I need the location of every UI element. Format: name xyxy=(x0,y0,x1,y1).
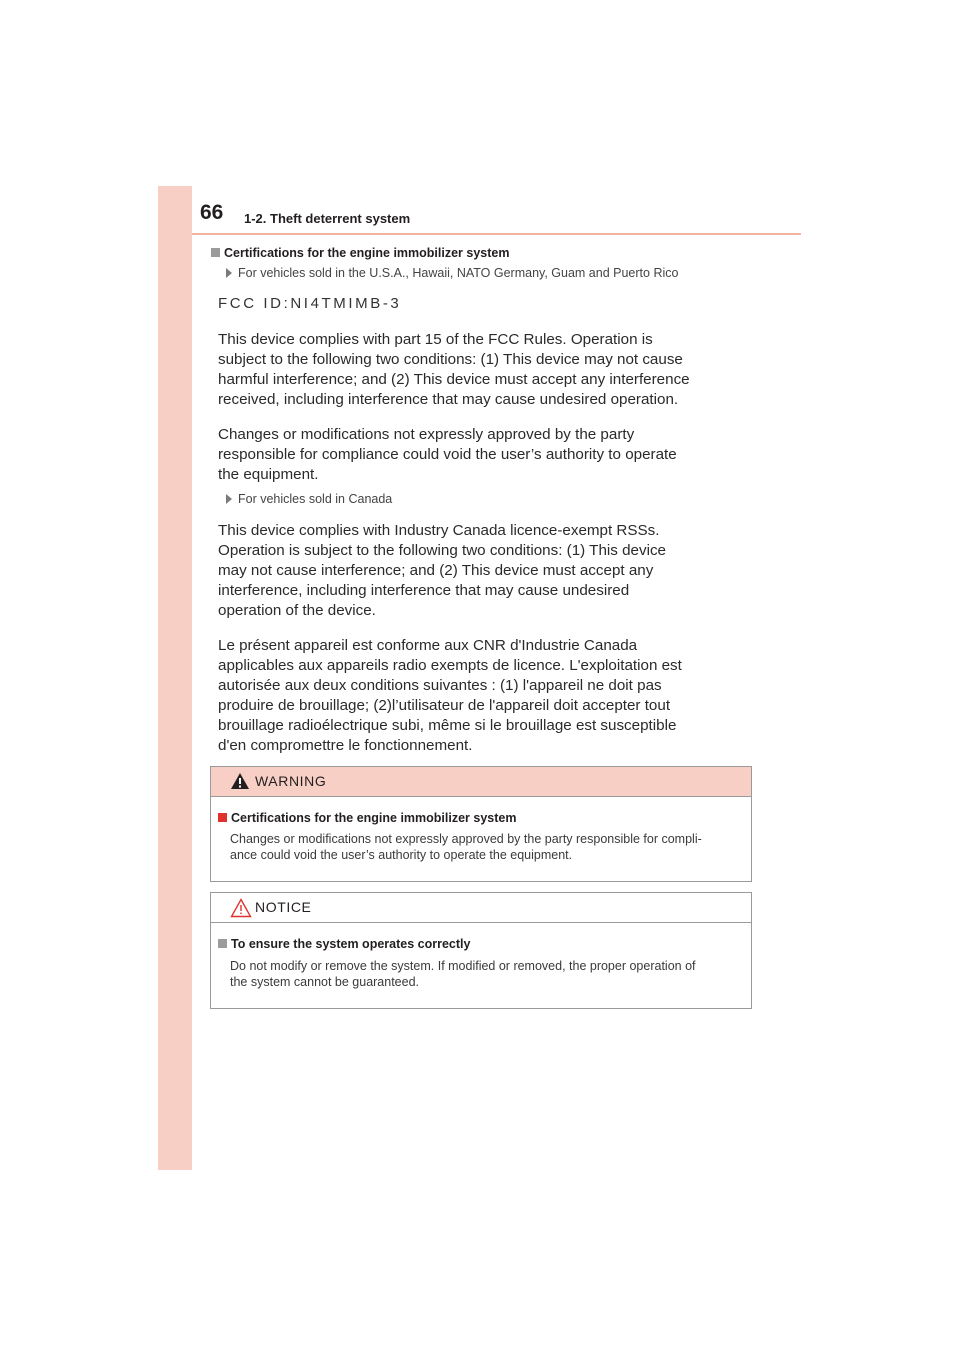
certifications-heading xyxy=(211,246,509,260)
triangle-bullet-icon xyxy=(226,494,232,504)
square-bullet-icon xyxy=(218,939,227,948)
canada-subheading-text: For vehicles sold in Canada xyxy=(238,492,393,506)
caution-icon xyxy=(230,898,252,918)
fcc-paragraph-1: This device complies with part 15 of the FCC Rules. Operation is subject to the following two conditions: (1) This device may not cause harmful interference; and (2) This device must accept any interference received, including interference that may cause undesired operation. xyxy=(218,331,690,408)
section-title: 1-2. Theft deterrent system xyxy=(244,211,411,226)
square-bullet-icon xyxy=(218,813,227,822)
notice-box-header xyxy=(211,893,751,923)
warning-title: WARNING xyxy=(255,773,327,789)
certifications-heading-text: Certifications for the engine immobilizer system xyxy=(224,246,510,260)
canada-paragraph-en: This device complies with Industry Canada licence-exempt RSSs. Operation is subject to the following two conditions: (1) This device may not cause interference; and (2) This device must accept any interference, including interference that may cause undesired operation of the device. xyxy=(218,522,666,619)
fcc-paragraph-2: Changes or modifications not expressly approved by the party responsible for compliance could void the user’s authority to operate the equipment. xyxy=(218,426,677,483)
warning-box xyxy=(210,766,752,882)
page-number: 66 xyxy=(200,201,224,224)
header-rule xyxy=(192,233,801,235)
warning-text: Changes or modifications not expressly approved by the party responsible for compli- ance could void the user’s authority to operate the equipment. xyxy=(230,832,702,862)
us-subheading-text: For vehicles sold in the U.S.A., Hawaii, NATO Germany, Guam and Puerto Rico xyxy=(238,266,679,280)
canada-paragraph-fr: Le présent appareil est conforme aux CNR d'Industrie Canada applicables aux appareils radio exempts de licence. L'exploitation est autorisée aux deux conditions suivantes : (1) l'appareil ne doit pas produire de brouillage; (2)l’utilisateur de l'appareil doit accepter tout brouillage radioélectrique subi, même si le brouillage est susceptible d'en compromettre le fonctionnement. xyxy=(218,637,682,754)
us-subheading xyxy=(226,266,678,280)
notice-box xyxy=(210,892,752,1009)
triangle-bullet-icon xyxy=(226,268,232,278)
warning-box-header xyxy=(211,767,751,797)
warning-heading-text: Certifications for the engine immobilizer system xyxy=(231,811,517,825)
canada-subheading xyxy=(226,492,392,506)
notice-text: Do not modify or remove the system. If modified or removed, the proper operation of the system cannot be guaranteed. xyxy=(230,959,696,989)
warning-icon xyxy=(230,772,250,790)
warning-heading xyxy=(218,811,516,825)
notice-heading-text: To ensure the system operates correctly xyxy=(231,937,471,951)
fcc-id: FCC ID:NI4TMIMB-3 xyxy=(218,295,402,312)
chapter-side-band xyxy=(158,186,192,1170)
square-bullet-icon xyxy=(211,248,220,257)
notice-heading xyxy=(218,937,470,951)
notice-title: NOTICE xyxy=(255,899,312,915)
